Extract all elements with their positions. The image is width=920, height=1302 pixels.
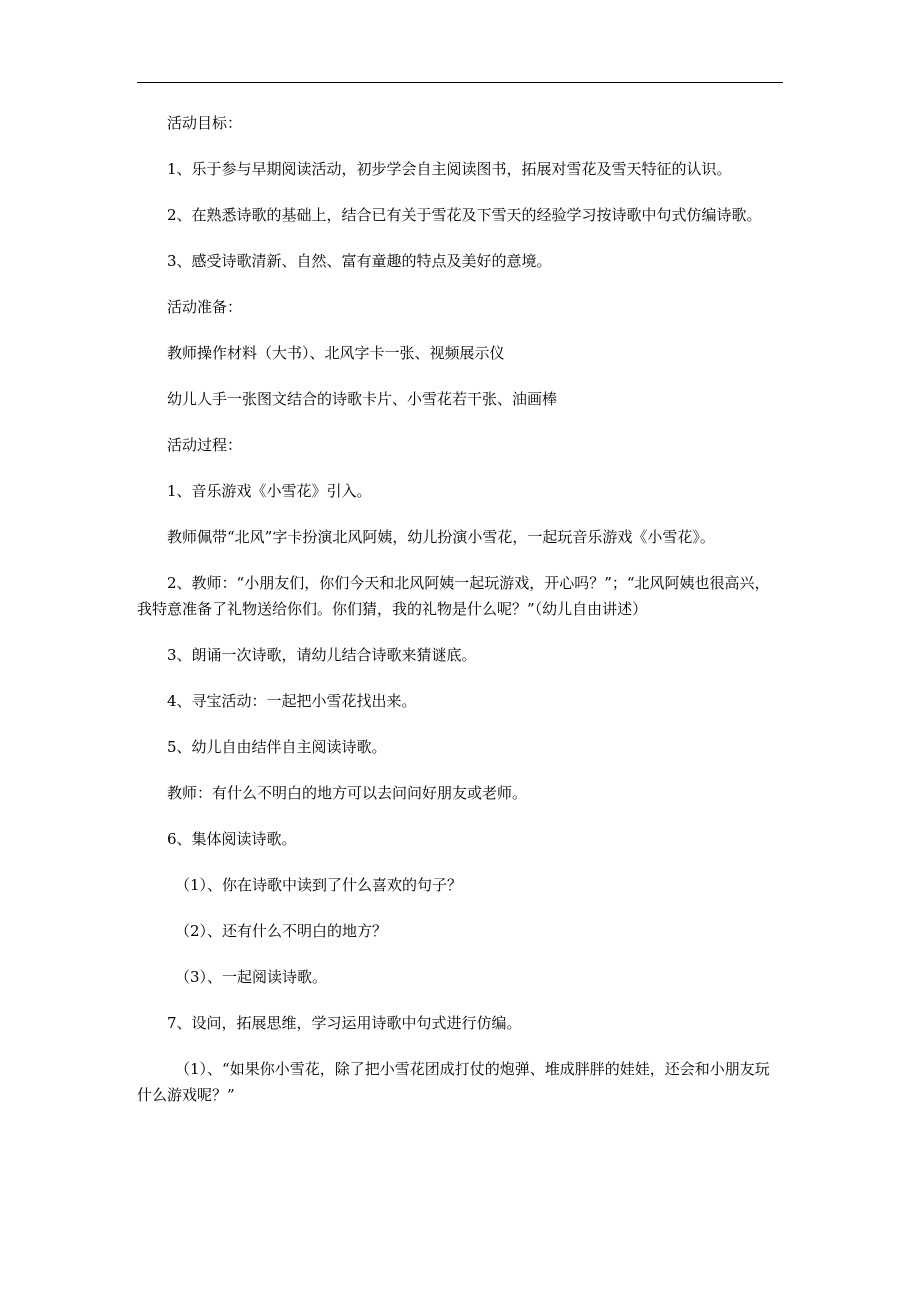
preparation-children: 幼儿人手一张图文结合的诗歌卡片、小雪花若干张、油画棒: [167, 390, 558, 408]
section-heading-preparation: 活动准备：: [167, 298, 243, 316]
goal-item-1: 1、乐于参与早期阅读活动，初步学会自主阅读图书，拓展对雪花及雪天特征的认识。: [167, 160, 732, 178]
process-step-1-detail: 教师佩带“北风”字卡扮演北风阿姨，幼儿扮演小雪花，一起玩音乐游戏《小雪花》。: [167, 528, 715, 546]
process-step-6-sub-2: （2）、还有什么不明白的地方？: [175, 922, 388, 940]
process-step-4: 4、寻宝活动：一起把小雪花找出来。: [167, 692, 417, 710]
process-step-6: 6、集体阅读诗歌。: [167, 830, 297, 848]
section-heading-goals: 活动目标：: [167, 114, 243, 132]
process-step-7-sub-1: （1）、“如果你小雪花，除了把小雪花团成打仗的炮弹、堆成胖胖的娃娃，还会和小朋友玩什么游戏呢？”: [137, 1060, 770, 1104]
goal-item-2: 2、在熟悉诗歌的基础上，结合已有关于雪花及下雪天的经验学习按诗歌中句式仿编诗歌。: [167, 206, 762, 224]
process-step-5: 5、幼儿自由结伴自主阅读诗歌。: [167, 738, 387, 756]
process-step-2: 2、教师：“小朋友们，你们今天和北风阿姨一起玩游戏，开心吗？”；“北风阿姨也很高兴，我特意准备了礼物送给你们。你们猜，我的礼物是什么呢？”（幼儿自由讲述）: [137, 574, 770, 618]
preparation-teacher: 教师操作材料（大书）、北风字卡一张、视频展示仪: [167, 344, 505, 362]
header-rule: [137, 82, 783, 83]
process-step-6-sub-3: （3）、一起阅读诗歌。: [175, 968, 328, 986]
process-step-1: 1、音乐游戏《小雪花》引入。: [167, 482, 372, 500]
process-step-6-sub-1: （1）、你在诗歌中读到了什么喜欢的句子？: [175, 876, 463, 894]
process-step-5-detail: 教师：有什么不明白的地方可以去问问好朋友或老师。: [167, 784, 528, 802]
section-heading-process: 活动过程：: [167, 436, 243, 454]
process-step-3: 3、朗诵一次诗歌，请幼儿结合诗歌来猜谜底。: [167, 646, 477, 664]
process-step-7: 7、设问，拓展思维，学习运用诗歌中句式进行仿编。: [167, 1014, 522, 1032]
document-body: [137, 110, 783, 1128]
goal-item-3: 3、感受诗歌清新、自然、富有童趣的特点及美好的意境。: [167, 252, 552, 270]
